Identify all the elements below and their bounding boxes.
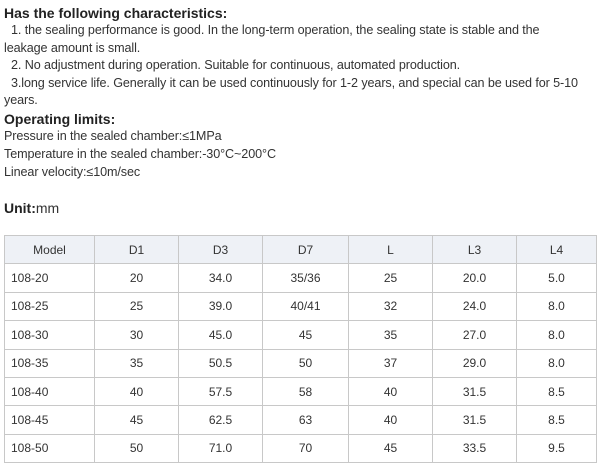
cell-d3: 45.0 (179, 321, 263, 349)
table-row (5, 292, 597, 320)
table-row (5, 377, 597, 405)
column-header-d3: D3 (179, 236, 263, 264)
table-header-row (5, 236, 597, 264)
cell-model: 108-50 (5, 434, 95, 462)
cell-d1: 25 (95, 292, 179, 320)
characteristic-line-1: 1. the sealing performance is good. In the long-term operation, the sealing state is stable and the (11, 23, 540, 37)
cell-l4: 5.0 (517, 264, 597, 292)
dimensions-table (4, 235, 597, 463)
cell-model: 108-25 (5, 292, 95, 320)
column-header-d7: D7 (263, 236, 349, 264)
characteristics-heading: Has the following characteristics: (4, 5, 228, 21)
cell-d1: 30 (95, 321, 179, 349)
limits-heading: Operating limits: (4, 110, 116, 127)
limit-velocity: Linear velocity:≤10m/sec (4, 164, 141, 179)
cell-d1: 45 (95, 406, 179, 434)
cell-d3: 34.0 (179, 264, 263, 292)
unit-line (4, 199, 596, 217)
cell-l: 37 (349, 349, 433, 377)
cell-l3: 33.5 (433, 434, 517, 462)
table-row (5, 434, 597, 462)
cell-d7: 35/36 (263, 264, 349, 292)
cell-d3: 50.5 (179, 349, 263, 377)
table-row (5, 321, 597, 349)
cell-l4: 8.0 (517, 349, 597, 377)
cell-d3: 57.5 (179, 377, 263, 405)
cell-l: 40 (349, 377, 433, 405)
cell-l3: 31.5 (433, 377, 517, 405)
limit-pressure: Pressure in the sealed chamber:≤1MPa (4, 128, 222, 143)
cell-d7: 70 (263, 434, 349, 462)
cell-d7: 63 (263, 406, 349, 434)
cell-l: 35 (349, 321, 433, 349)
document-body (4, 4, 596, 231)
column-header-l4: L4 (517, 236, 597, 264)
cell-d1: 35 (95, 349, 179, 377)
cell-l: 40 (349, 406, 433, 434)
characteristic-line-3-cont: years. (4, 93, 38, 108)
cell-model: 108-30 (5, 321, 95, 349)
cell-d3: 39.0 (179, 292, 263, 320)
cell-model: 108-20 (5, 264, 95, 292)
cell-d3: 71.0 (179, 434, 263, 462)
unit-label: Unit: (4, 200, 36, 217)
cell-model: 108-45 (5, 406, 95, 434)
unit-value: mm (35, 200, 60, 217)
column-header-model: Model (5, 236, 95, 264)
cell-l: 25 (349, 264, 433, 292)
cell-l4: 8.5 (517, 377, 597, 405)
column-header-d1: D1 (95, 236, 179, 264)
cell-d7: 50 (263, 349, 349, 377)
cell-l4: 8.0 (517, 292, 597, 320)
cell-model: 108-40 (5, 377, 95, 405)
cell-l: 45 (349, 434, 433, 462)
characteristic-line-1-cont: leakage amount is small. (4, 40, 141, 55)
cell-l4: 8.5 (517, 406, 597, 434)
cell-d7: 45 (263, 321, 349, 349)
cell-d7: 58 (263, 377, 349, 405)
cell-l3: 29.0 (433, 349, 517, 377)
cell-l4: 8.0 (517, 321, 597, 349)
cell-l3: 24.0 (433, 292, 517, 320)
column-header-l: L (349, 236, 433, 264)
characteristic-line-3: 3.long service life. Generally it can be used continuously for 1-2 years, and special can be used for 5-10 (11, 75, 578, 90)
cell-model: 108-35 (5, 349, 95, 377)
cell-d7: 40/41 (263, 292, 349, 320)
table-row (5, 264, 597, 292)
column-header-l3: L3 (433, 236, 517, 264)
cell-d1: 50 (95, 434, 179, 462)
cell-d1: 20 (95, 264, 179, 292)
cell-l: 32 (349, 292, 433, 320)
cell-l3: 20.0 (433, 264, 517, 292)
table-row (5, 406, 597, 434)
cell-l3: 27.0 (433, 321, 517, 349)
cell-l3: 31.5 (433, 406, 517, 434)
cell-l4: 9.5 (517, 434, 597, 462)
cell-d1: 40 (95, 377, 179, 405)
table-row (5, 349, 597, 377)
limit-temperature: Temperature in the sealed chamber:-30°C~200°C (4, 146, 276, 161)
characteristic-line-2: 2. No adjustment during operation. Suitable for continuous, automated production. (11, 58, 461, 73)
cell-d3: 62.5 (179, 406, 263, 434)
